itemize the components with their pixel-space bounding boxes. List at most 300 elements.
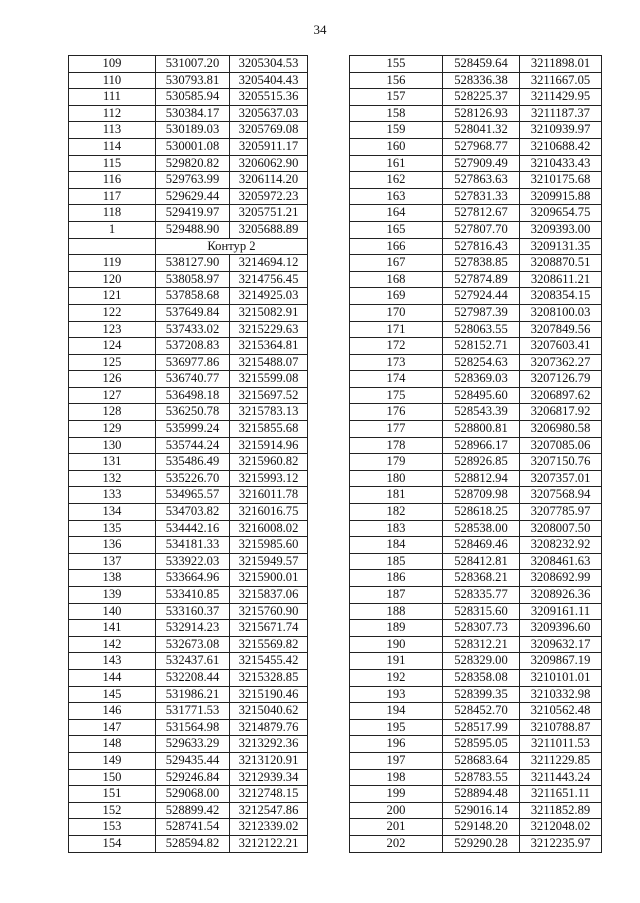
table-row <box>69 371 308 388</box>
y-coordinate-cell: 3211898.01 <box>520 56 602 73</box>
point-number-cell: 186 <box>350 570 443 587</box>
y-coordinate-cell: 3211443.24 <box>520 769 602 786</box>
x-coordinate-cell: 528063.55 <box>443 321 520 338</box>
x-coordinate-cell: 535226.70 <box>156 470 230 487</box>
point-number-cell: 128 <box>69 404 156 421</box>
point-number-cell: 170 <box>350 304 443 321</box>
x-coordinate-cell: 528594.82 <box>156 835 230 852</box>
point-number-cell: 159 <box>350 122 443 139</box>
table-row <box>69 669 308 686</box>
y-coordinate-cell: 3208354.15 <box>520 288 602 305</box>
table-row <box>69 387 308 404</box>
x-coordinate-cell: 528126.93 <box>443 105 520 122</box>
point-number-cell: 121 <box>69 288 156 305</box>
y-coordinate-cell: 3206980.58 <box>520 421 602 438</box>
y-coordinate-cell: 3215328.85 <box>230 669 308 686</box>
x-coordinate-cell: 535486.49 <box>156 454 230 471</box>
y-coordinate-cell: 3205751.21 <box>230 205 308 222</box>
x-coordinate-cell: 530793.81 <box>156 72 230 89</box>
table-row <box>69 421 308 438</box>
point-number-cell: 171 <box>350 321 443 338</box>
point-number-cell: 112 <box>69 105 156 122</box>
x-coordinate-cell: 528543.39 <box>443 404 520 421</box>
point-number-cell: 131 <box>69 454 156 471</box>
y-coordinate-cell: 3214694.12 <box>230 255 308 272</box>
table-row <box>69 205 308 222</box>
y-coordinate-cell: 3215697.52 <box>230 387 308 404</box>
x-coordinate-cell: 535744.24 <box>156 437 230 454</box>
y-coordinate-cell: 3215671.74 <box>230 620 308 637</box>
x-coordinate-cell: 533922.03 <box>156 553 230 570</box>
point-number-cell: 155 <box>350 56 443 73</box>
y-coordinate-cell: 3215599.08 <box>230 371 308 388</box>
table-row <box>69 404 308 421</box>
x-coordinate-cell: 528926.85 <box>443 454 520 471</box>
x-coordinate-cell: 528336.38 <box>443 72 520 89</box>
table-row <box>350 520 602 537</box>
y-coordinate-cell: 3212547.86 <box>230 802 308 819</box>
x-coordinate-cell: 533410.85 <box>156 587 230 604</box>
y-coordinate-cell: 3210175.68 <box>520 172 602 189</box>
point-number-cell: 142 <box>69 636 156 653</box>
y-coordinate-cell: 3207568.94 <box>520 487 602 504</box>
point-number-cell: 135 <box>69 520 156 537</box>
y-coordinate-cell: 3209161.11 <box>520 603 602 620</box>
x-coordinate-cell: 527909.49 <box>443 155 520 172</box>
point-number-cell: 124 <box>69 338 156 355</box>
point-number-cell: 168 <box>350 271 443 288</box>
table-row <box>69 835 308 852</box>
x-coordinate-cell: 534442.16 <box>156 520 230 537</box>
table-row <box>350 736 602 753</box>
table-row <box>350 271 602 288</box>
point-number-cell: 147 <box>69 719 156 736</box>
x-coordinate-cell: 528812.94 <box>443 470 520 487</box>
y-coordinate-cell: 3214925.03 <box>230 288 308 305</box>
table-row <box>350 686 602 703</box>
y-coordinate-cell: 3205769.08 <box>230 122 308 139</box>
point-number-cell: 184 <box>350 537 443 554</box>
table-row <box>350 620 602 637</box>
y-coordinate-cell: 3211852.89 <box>520 802 602 819</box>
x-coordinate-cell: 528800.81 <box>443 421 520 438</box>
table-row <box>350 255 602 272</box>
y-coordinate-cell: 3207362.27 <box>520 354 602 371</box>
point-number-cell: 149 <box>69 752 156 769</box>
x-coordinate-cell: 528358.08 <box>443 669 520 686</box>
point-number-cell: 120 <box>69 271 156 288</box>
point-number-cell: 163 <box>350 188 443 205</box>
point-number-cell: 1 <box>69 221 156 238</box>
x-coordinate-cell: 538058.97 <box>156 271 230 288</box>
point-number-cell: 199 <box>350 786 443 803</box>
y-coordinate-cell: 3205515.36 <box>230 89 308 106</box>
y-coordinate-cell: 3207849.56 <box>520 321 602 338</box>
x-coordinate-cell: 528741.54 <box>156 819 230 836</box>
point-number-cell: 161 <box>350 155 443 172</box>
table-row <box>69 487 308 504</box>
table-row <box>350 304 602 321</box>
y-coordinate-cell: 3215760.90 <box>230 603 308 620</box>
table-row <box>350 835 602 852</box>
point-number-cell: 197 <box>350 752 443 769</box>
y-coordinate-cell: 3210562.48 <box>520 703 602 720</box>
table-row <box>350 354 602 371</box>
point-number-cell: 175 <box>350 387 443 404</box>
point-number-cell: 173 <box>350 354 443 371</box>
y-coordinate-cell: 3205688.89 <box>230 221 308 238</box>
table-row <box>69 736 308 753</box>
y-coordinate-cell: 3207085.06 <box>520 437 602 454</box>
y-coordinate-cell: 3211667.05 <box>520 72 602 89</box>
table-row <box>350 504 602 521</box>
x-coordinate-cell: 532673.08 <box>156 636 230 653</box>
table-row <box>350 338 602 355</box>
table-row <box>69 752 308 769</box>
x-coordinate-cell: 527863.63 <box>443 172 520 189</box>
table-row <box>350 138 602 155</box>
x-coordinate-cell: 528041.32 <box>443 122 520 139</box>
x-coordinate-cell: 528315.60 <box>443 603 520 620</box>
y-coordinate-cell: 3211229.85 <box>520 752 602 769</box>
empty-cell <box>69 238 156 255</box>
point-number-cell: 141 <box>69 620 156 637</box>
table-row <box>69 603 308 620</box>
y-coordinate-cell: 3215783.13 <box>230 404 308 421</box>
table-row <box>350 387 602 404</box>
y-coordinate-cell: 3214756.45 <box>230 271 308 288</box>
y-coordinate-cell: 3207126.79 <box>520 371 602 388</box>
y-coordinate-cell: 3213292.36 <box>230 736 308 753</box>
point-number-cell: 181 <box>350 487 443 504</box>
point-number-cell: 143 <box>69 653 156 670</box>
point-number-cell: 140 <box>69 603 156 620</box>
x-coordinate-cell: 531007.20 <box>156 56 230 73</box>
point-number-cell: 118 <box>69 205 156 222</box>
x-coordinate-cell: 528335.77 <box>443 587 520 604</box>
point-number-cell: 174 <box>350 371 443 388</box>
table-row <box>350 487 602 504</box>
point-number-cell: 160 <box>350 138 443 155</box>
y-coordinate-cell: 3206114.20 <box>230 172 308 189</box>
y-coordinate-cell: 3215082.91 <box>230 304 308 321</box>
table-row <box>69 271 308 288</box>
y-coordinate-cell: 3208692.99 <box>520 570 602 587</box>
table-body <box>69 56 308 853</box>
x-coordinate-cell: 528152.71 <box>443 338 520 355</box>
point-number-cell: 189 <box>350 620 443 637</box>
x-coordinate-cell: 527807.70 <box>443 221 520 238</box>
table-row <box>69 155 308 172</box>
y-coordinate-cell: 3210433.43 <box>520 155 602 172</box>
table-row <box>350 470 602 487</box>
table-row <box>350 603 602 620</box>
y-coordinate-cell: 3216011.78 <box>230 487 308 504</box>
table-row <box>69 802 308 819</box>
y-coordinate-cell: 3211429.95 <box>520 89 602 106</box>
table-row <box>350 786 602 803</box>
x-coordinate-cell: 536498.18 <box>156 387 230 404</box>
y-coordinate-cell: 3206062.90 <box>230 155 308 172</box>
table-row <box>350 553 602 570</box>
point-number-cell: 177 <box>350 421 443 438</box>
point-number-cell: 109 <box>69 56 156 73</box>
table-row <box>69 504 308 521</box>
point-number-cell: 167 <box>350 255 443 272</box>
x-coordinate-cell: 535999.24 <box>156 421 230 438</box>
x-coordinate-cell: 537649.84 <box>156 304 230 321</box>
y-coordinate-cell: 3207150.76 <box>520 454 602 471</box>
point-number-cell: 152 <box>69 802 156 819</box>
x-coordinate-cell: 528595.05 <box>443 736 520 753</box>
y-coordinate-cell: 3209654.75 <box>520 205 602 222</box>
table-row <box>69 122 308 139</box>
x-coordinate-cell: 529148.20 <box>443 819 520 836</box>
y-coordinate-cell: 3216008.02 <box>230 520 308 537</box>
table-row <box>350 221 602 238</box>
coordinates-table-left <box>68 55 308 853</box>
x-coordinate-cell: 531986.21 <box>156 686 230 703</box>
y-coordinate-cell: 3214879.76 <box>230 719 308 736</box>
x-coordinate-cell: 537858.68 <box>156 288 230 305</box>
table-row <box>350 802 602 819</box>
x-coordinate-cell: 528412.81 <box>443 553 520 570</box>
y-coordinate-cell: 3211187.37 <box>520 105 602 122</box>
x-coordinate-cell: 529435.44 <box>156 752 230 769</box>
x-coordinate-cell: 532208.44 <box>156 669 230 686</box>
point-number-cell: 192 <box>350 669 443 686</box>
table-row <box>350 819 602 836</box>
x-coordinate-cell: 527838.85 <box>443 255 520 272</box>
table-row <box>350 321 602 338</box>
table-row <box>350 703 602 720</box>
x-coordinate-cell: 536740.77 <box>156 371 230 388</box>
table-row <box>350 752 602 769</box>
point-number-cell: 123 <box>69 321 156 338</box>
y-coordinate-cell: 3215488.07 <box>230 354 308 371</box>
table-row <box>69 89 308 106</box>
y-coordinate-cell: 3215229.63 <box>230 321 308 338</box>
y-coordinate-cell: 3215900.01 <box>230 570 308 587</box>
x-coordinate-cell: 536977.86 <box>156 354 230 371</box>
y-coordinate-cell: 3212048.02 <box>520 819 602 836</box>
point-number-cell: 193 <box>350 686 443 703</box>
point-number-cell: 165 <box>350 221 443 238</box>
y-coordinate-cell: 3210101.01 <box>520 669 602 686</box>
table-row <box>350 454 602 471</box>
x-coordinate-cell: 530189.03 <box>156 122 230 139</box>
table-row <box>69 570 308 587</box>
point-number-cell: 182 <box>350 504 443 521</box>
y-coordinate-cell: 3208870.51 <box>520 255 602 272</box>
table-row <box>350 421 602 438</box>
y-coordinate-cell: 3208611.21 <box>520 271 602 288</box>
table-row <box>69 553 308 570</box>
point-number-cell: 137 <box>69 553 156 570</box>
point-number-cell: 150 <box>69 769 156 786</box>
table-row <box>350 72 602 89</box>
table-row <box>69 288 308 305</box>
point-number-cell: 115 <box>69 155 156 172</box>
x-coordinate-cell: 528307.73 <box>443 620 520 637</box>
y-coordinate-cell: 3215855.68 <box>230 421 308 438</box>
x-coordinate-cell: 529633.29 <box>156 736 230 753</box>
y-coordinate-cell: 3209915.88 <box>520 188 602 205</box>
y-coordinate-cell: 3212339.02 <box>230 819 308 836</box>
table-row <box>69 686 308 703</box>
x-coordinate-cell: 533160.37 <box>156 603 230 620</box>
point-number-cell: 157 <box>350 89 443 106</box>
x-coordinate-cell: 528225.37 <box>443 89 520 106</box>
table-row <box>350 587 602 604</box>
table-row <box>69 138 308 155</box>
x-coordinate-cell: 529820.82 <box>156 155 230 172</box>
y-coordinate-cell: 3205637.03 <box>230 105 308 122</box>
x-coordinate-cell: 529290.28 <box>443 835 520 852</box>
y-coordinate-cell: 3210939.97 <box>520 122 602 139</box>
point-number-cell: 188 <box>350 603 443 620</box>
point-number-cell: 154 <box>69 835 156 852</box>
table-row <box>350 56 602 73</box>
point-number-cell: 200 <box>350 802 443 819</box>
point-number-cell: 113 <box>69 122 156 139</box>
x-coordinate-cell: 528783.55 <box>443 769 520 786</box>
point-number-cell: 183 <box>350 520 443 537</box>
table-row <box>69 354 308 371</box>
y-coordinate-cell: 3215914.96 <box>230 437 308 454</box>
x-coordinate-cell: 532914.23 <box>156 620 230 637</box>
point-number-cell: 179 <box>350 454 443 471</box>
table-row <box>350 669 602 686</box>
x-coordinate-cell: 534703.82 <box>156 504 230 521</box>
x-coordinate-cell: 531771.53 <box>156 703 230 720</box>
x-coordinate-cell: 528495.60 <box>443 387 520 404</box>
point-number-cell: 146 <box>69 703 156 720</box>
point-number-cell: 134 <box>69 504 156 521</box>
y-coordinate-cell: 3211011.53 <box>520 736 602 753</box>
table-row <box>69 636 308 653</box>
x-coordinate-cell: 528312.21 <box>443 636 520 653</box>
x-coordinate-cell: 528452.70 <box>443 703 520 720</box>
table-row <box>350 537 602 554</box>
y-coordinate-cell: 3212235.97 <box>520 835 602 852</box>
point-number-cell: 164 <box>350 205 443 222</box>
point-number-cell: 196 <box>350 736 443 753</box>
y-coordinate-cell: 3209396.60 <box>520 620 602 637</box>
y-coordinate-cell: 3205911.17 <box>230 138 308 155</box>
table-row <box>69 470 308 487</box>
point-number-cell: 145 <box>69 686 156 703</box>
x-coordinate-cell: 527831.33 <box>443 188 520 205</box>
y-coordinate-cell: 3215993.12 <box>230 470 308 487</box>
table-row <box>69 653 308 670</box>
point-number-cell: 138 <box>69 570 156 587</box>
table-row <box>69 719 308 736</box>
y-coordinate-cell: 3211651.11 <box>520 786 602 803</box>
x-coordinate-cell: 537208.83 <box>156 338 230 355</box>
point-number-cell: 194 <box>350 703 443 720</box>
table-row <box>69 221 308 238</box>
y-coordinate-cell: 3215985.60 <box>230 537 308 554</box>
point-number-cell: 166 <box>350 238 443 255</box>
point-number-cell: 148 <box>69 736 156 753</box>
y-coordinate-cell: 3209393.00 <box>520 221 602 238</box>
x-coordinate-cell: 528369.03 <box>443 371 520 388</box>
table-row <box>69 537 308 554</box>
x-coordinate-cell: 527924.44 <box>443 288 520 305</box>
table-row <box>69 238 308 255</box>
coordinates-table-right <box>349 55 602 853</box>
y-coordinate-cell: 3213120.91 <box>230 752 308 769</box>
y-coordinate-cell: 3207603.41 <box>520 338 602 355</box>
x-coordinate-cell: 527968.77 <box>443 138 520 155</box>
point-number-cell: 116 <box>69 172 156 189</box>
x-coordinate-cell: 530585.94 <box>156 89 230 106</box>
table-row <box>69 56 308 73</box>
x-coordinate-cell: 527816.43 <box>443 238 520 255</box>
table-row <box>69 321 308 338</box>
table-row <box>69 786 308 803</box>
x-coordinate-cell: 529419.97 <box>156 205 230 222</box>
point-number-cell: 122 <box>69 304 156 321</box>
y-coordinate-cell: 3215569.82 <box>230 636 308 653</box>
y-coordinate-cell: 3215949.57 <box>230 553 308 570</box>
x-coordinate-cell: 528368.21 <box>443 570 520 587</box>
table-row <box>350 653 602 670</box>
table-row <box>350 155 602 172</box>
point-number-cell: 158 <box>350 105 443 122</box>
x-coordinate-cell: 528469.46 <box>443 537 520 554</box>
table-row <box>69 703 308 720</box>
table-row <box>350 105 602 122</box>
point-number-cell: 119 <box>69 255 156 272</box>
point-number-cell: 117 <box>69 188 156 205</box>
page-number: 34 <box>313 22 327 37</box>
table-row <box>350 769 602 786</box>
y-coordinate-cell: 3209632.17 <box>520 636 602 653</box>
x-coordinate-cell: 527874.89 <box>443 271 520 288</box>
x-coordinate-cell: 528399.35 <box>443 686 520 703</box>
x-coordinate-cell: 529763.99 <box>156 172 230 189</box>
x-coordinate-cell: 528254.63 <box>443 354 520 371</box>
point-number-cell: 198 <box>350 769 443 786</box>
y-coordinate-cell: 3207357.01 <box>520 470 602 487</box>
table-row <box>69 255 308 272</box>
point-number-cell: 144 <box>69 669 156 686</box>
table-row <box>350 288 602 305</box>
table-row <box>350 404 602 421</box>
x-coordinate-cell: 532437.61 <box>156 653 230 670</box>
x-coordinate-cell: 530001.08 <box>156 138 230 155</box>
y-coordinate-cell: 3208926.36 <box>520 587 602 604</box>
x-coordinate-cell: 528459.64 <box>443 56 520 73</box>
y-coordinate-cell: 3212122.21 <box>230 835 308 852</box>
y-coordinate-cell: 3212939.34 <box>230 769 308 786</box>
y-coordinate-cell: 3215190.46 <box>230 686 308 703</box>
table-row <box>69 105 308 122</box>
x-coordinate-cell: 528894.48 <box>443 786 520 803</box>
point-number-cell: 202 <box>350 835 443 852</box>
x-coordinate-cell: 528899.42 <box>156 802 230 819</box>
table-row <box>350 719 602 736</box>
x-coordinate-cell: 528683.64 <box>443 752 520 769</box>
point-number-cell: 130 <box>69 437 156 454</box>
table-row <box>350 371 602 388</box>
x-coordinate-cell: 531564.98 <box>156 719 230 736</box>
point-number-cell: 125 <box>69 354 156 371</box>
table-row <box>69 172 308 189</box>
table-row <box>69 188 308 205</box>
